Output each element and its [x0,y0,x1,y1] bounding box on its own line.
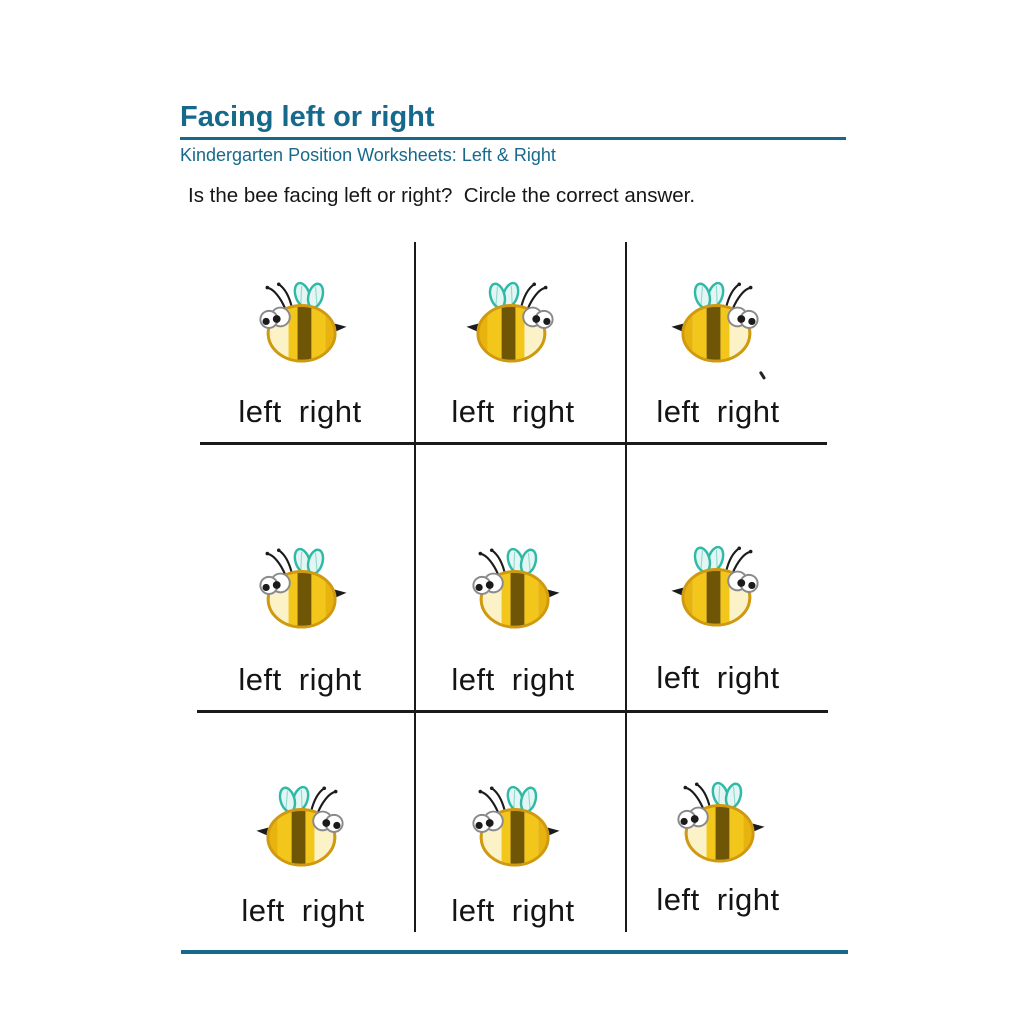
grid-horizontal-line-1 [200,442,827,445]
bee-image [464,546,562,632]
bee-icon [464,785,562,870]
bee-image [464,784,562,870]
answer-left[interactable]: left [238,394,282,429]
answer-left[interactable]: left [656,882,700,917]
footer-rule [181,950,848,954]
answer-options [656,660,779,696]
worksheet-cell-r1c3 [627,280,809,430]
bee-icon [464,281,562,366]
answer-options [241,893,364,929]
answer-right[interactable]: right [298,394,362,429]
bee-image [464,280,562,366]
worksheet-cell-r1c1 [200,280,400,430]
grid-horizontal-line-2 [197,710,828,713]
page-subtitle: Kindergarten Position Worksheets: Left & Right [180,144,556,165]
bee-image [251,280,349,366]
bee-icon [669,281,767,366]
worksheet-cell-r3c1 [203,784,403,929]
answer-right[interactable]: right [301,893,365,928]
answer-options [451,893,574,929]
worksheet-cell-r3c2 [415,784,611,929]
answer-options [238,394,361,430]
answer-right[interactable]: right [298,662,362,697]
bee-image [669,280,767,366]
answer-left[interactable]: left [241,893,285,928]
answer-options [238,662,361,698]
bee-icon [251,547,349,632]
answer-left[interactable]: left [451,662,495,697]
answer-right[interactable]: right [716,394,780,429]
bee-image [669,544,767,630]
bee-image [669,780,767,866]
worksheet-cell-r3c3 [627,780,809,925]
answer-right[interactable]: right [511,893,575,928]
worksheet-cell-r2c2 [415,546,611,698]
worksheet-cell-r2c1 [200,546,400,698]
bee-icon [669,545,767,630]
answer-left[interactable]: left [451,394,495,429]
answer-options [451,662,574,698]
bee-image [251,546,349,632]
worksheet-cell-r2c3 [627,544,809,696]
page-title: Facing left or right [180,101,435,133]
answer-options [656,882,779,918]
answer-left[interactable]: left [238,662,282,697]
answer-right[interactable]: right [511,662,575,697]
worksheet-cell-r1c2 [415,280,611,430]
bee-icon [254,785,352,870]
instruction-text: Is the bee facing left or right? Circle the correct answer. [188,184,696,207]
bee-image [254,784,352,870]
answer-left[interactable]: left [656,660,700,695]
bee-icon [669,781,767,866]
answer-right[interactable]: right [716,882,780,917]
answer-right[interactable]: right [716,660,780,695]
answer-left[interactable]: left [451,893,495,928]
answer-left[interactable]: left [656,394,700,429]
answer-options [656,394,779,430]
bee-icon [464,547,562,632]
bee-icon [251,281,349,366]
worksheet-header [180,102,846,166]
answer-right[interactable]: right [511,394,575,429]
answer-options [451,394,574,430]
title-underline [180,137,846,140]
